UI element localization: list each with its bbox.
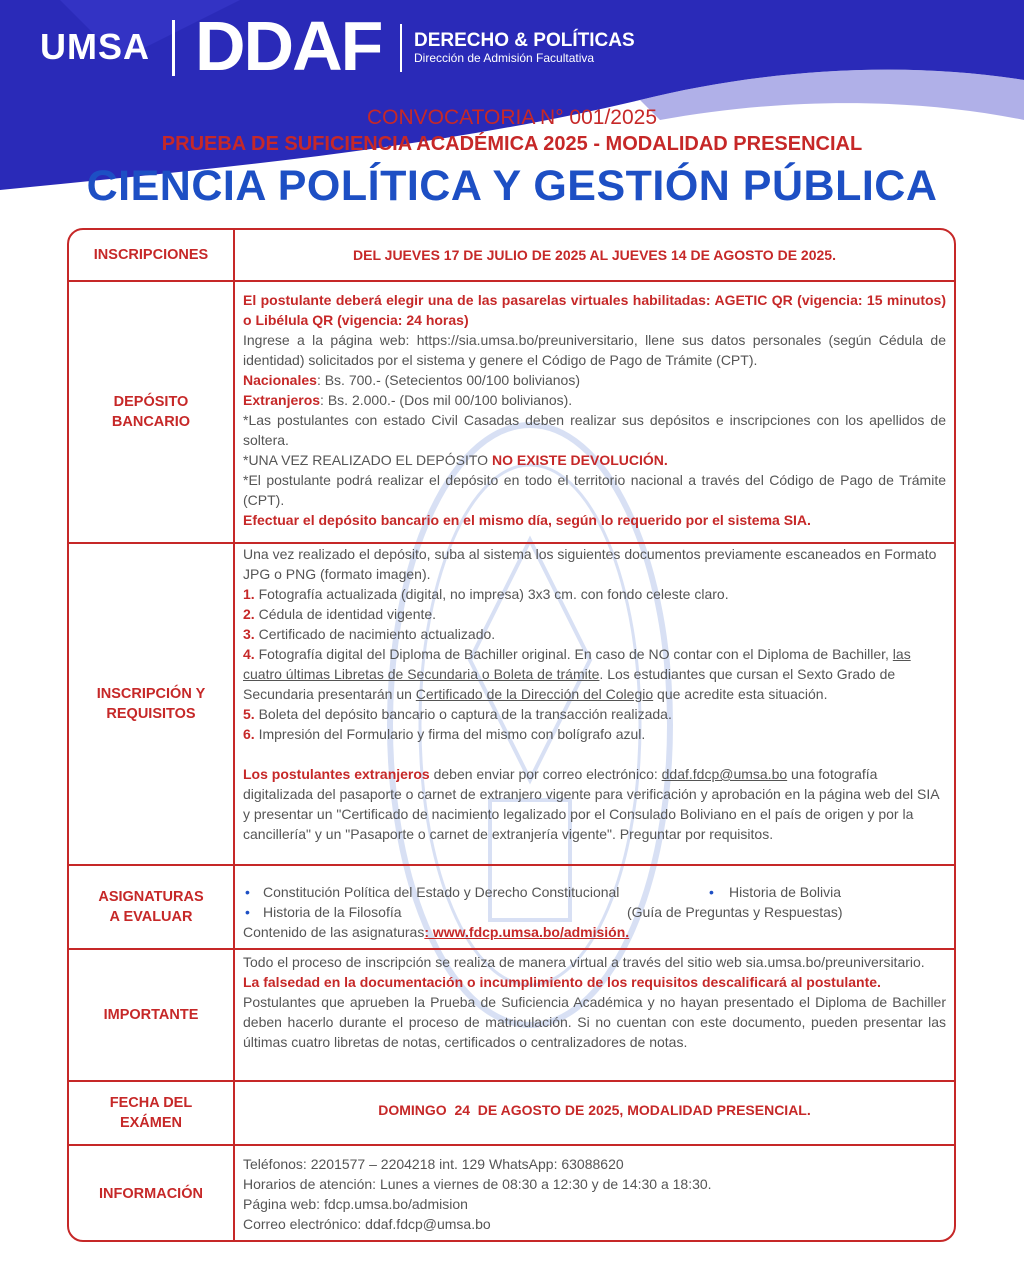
bullet-icon: • (245, 884, 250, 900)
extranjeros-amount: : Bs. 2.000.- (Dos mil 00/100 bolivianos). (320, 392, 573, 408)
contenido-link[interactable]: : www.fdcp.umsa.bo/admisión. (424, 924, 630, 940)
contenido-label: Contenido de las asignaturas (243, 924, 425, 940)
list-item: Certificado de nacimiento actualizado. (254, 626, 496, 642)
list-item: Impresión del Formulario y firma del mismo con bolígrafo azul. (254, 726, 646, 742)
logo-subtitle: Dirección de Admisión Facultativa (414, 51, 595, 65)
territorio-note: *El postulante podrá realizar el depósito en todo el territorio nacional a través del Código de Pago de Trámite (CPT). (243, 472, 946, 508)
efectuar-note: Efectuar el depósito bancario en el mismo día, según lo requerido por el sistema SIA. (243, 512, 811, 528)
libretas-link[interactable]: las cuatro últimas Libretas de Secundaria o Boleta de trámite (243, 646, 911, 682)
list-item: Boleta del depósito bancario o captura de la transacción realizada. (254, 706, 672, 722)
convocatoria-heading: CONVOCATORIA N° 001/2025 (366, 106, 658, 129)
table-row-importante (69, 950, 954, 1082)
row-label: INFORMACIÓN (99, 1186, 203, 1202)
nacionales-amount: : Bs. 700.- (Setecientos 00/100 bolivianos) (316, 372, 580, 388)
guia-note: (Guía de Preguntas y Respuestas) (627, 904, 843, 920)
certificado-colegio-link[interactable]: Certificado de la Dirección del Colegio (415, 686, 654, 702)
table-row-inscripciones (69, 230, 954, 282)
ddaf-logo: DDAF (195, 7, 382, 85)
fecha-examen: DOMINGO 24 DE AGOSTO DE 2025, MODALIDAD PRESENCIAL. (378, 1102, 811, 1118)
info-email: Correo electrónico: ddaf.fdcp@umsa.bo (243, 1216, 491, 1232)
list-item-cont: que acredite esta situación. (653, 686, 828, 702)
bullet-icon: • (245, 904, 250, 920)
list-item-number: 1. (243, 586, 255, 602)
row-label: INSCRIPCIÓN Y REQUISITOS (96, 686, 206, 722)
list-item: Fotografía actualizada (digital, no impresa) 3x3 cm. con fondo celeste claro. (254, 586, 729, 602)
extranjeros-text: deben enviar por correo electrónico: (429, 766, 662, 782)
list-item-number: 6. (243, 726, 255, 742)
requisitos-intro: Una vez realizado el depósito, suba al sistema los siguientes documentos previamente escaneados en Formato JPG o PNG (formato imagen). (243, 546, 937, 582)
info-website: Página web: fdcp.umsa.bo/admision (243, 1196, 468, 1212)
pasarelas-text: El postulante deberá elegir una de las pasarelas virtuales habilitadas: AGETIC QR (vigencia: 15 minutos) o Libélula QR (vigencia: 24 horas) (243, 292, 946, 328)
list-item: Fotografía digital del Diploma de Bachiller original. En caso de NO contar con el Diploma de Bachiller, (254, 646, 893, 662)
bullet-icon: • (709, 884, 714, 900)
info-phones: Teléfonos: 2201577 – 2204218 int. 129 WhatsApp: 63088620 (243, 1156, 624, 1172)
ingrese-text: Ingrese a la página web: https://sia.umsa.bo/preuniversitario, llene sus datos personales (según Cédula de identidad) solicitados por el sistema y genere el Código de Pago de Trámite (CPT). (243, 332, 946, 368)
extranjeros-heading: Los postulantes extranjeros (243, 766, 430, 782)
row-label: FECHA DEL EXÁMEN (109, 1095, 193, 1131)
logo-divider (400, 24, 402, 72)
row-label: DEPÓSITO BANCARIO (111, 394, 191, 430)
importante-text: Postulantes que aprueben la Prueba de Suficiencia Académica y no hayan presentado el Diploma de Bachiller deben hacerlo durante el proceso de matriculación. Si no cuentan con este documento, pueden presentar las últimas cuatro libretas de notas, certificados o centralizadores de notas. (243, 994, 946, 1050)
table-row-asignaturas (69, 866, 954, 950)
prueba-heading: PRUEBA DE SUFICIENCIA ACADÉMICA 2025 - MODALIDAD PRESENCIAL (161, 133, 863, 155)
logo-title: DERECHO & POLÍTICAS (414, 30, 635, 51)
table-row-deposito (69, 282, 954, 544)
list-item-number: 2. (243, 606, 255, 622)
list-item-cont: . Los estudiantes que cursan el Sexto Grado de Secundaria presentarán un (243, 666, 896, 702)
inscripciones-dates: DEL JUEVES 17 DE JULIO DE 2025 AL JUEVES 14 DE AGOSTO DE 2025. (353, 247, 836, 263)
list-item: Cédula de identidad vigente. (254, 606, 437, 622)
info-table (67, 228, 956, 1242)
row-label: IMPORTANTE (103, 1007, 199, 1023)
casadas-note: *Las postulantes con estado Civil Casadas deben realizar sus depósitos e inscripciones con los apellidos de soltera. (243, 412, 946, 448)
table-row-fecha (69, 1082, 954, 1146)
list-item-number: 3. (243, 626, 255, 642)
logo-divider (172, 20, 175, 76)
info-hours: Horarios de atención: Lunes a viernes de 08:30 a 12:30 y de 14:30 a 18:30. (243, 1176, 712, 1192)
email-link[interactable]: ddaf.fdcp@umsa.bo (661, 766, 788, 782)
subject-item: Historia de la Filosofía (263, 904, 402, 920)
page-title: CIENCIA POLÍTICA Y GESTIÓN PÚBLICA (86, 162, 938, 210)
falsedad-warning: La falsedad en la documentación o incumplimiento de los requisitos descalificará al postulante. (243, 974, 881, 990)
row-label: INSCRIPCIONES (93, 247, 209, 263)
una-vez-note: *UNA VEZ REALIZADO EL DEPÓSITO (243, 452, 492, 468)
umsa-logo: UMSA (40, 26, 150, 67)
subject-item: Historia de Bolivia (729, 884, 842, 900)
extranjeros-text-cont: una fotografía digitalizada del pasaporte o carnet de extranjero vigente para verificación y aprobación en la página web del SIA y presentar un "Certificado de nacimiento legalizado por el Consulado Boliviano en el país de origen y por la cancillería" y un "Pasaporte o carnet de extranjería vigente". Preguntar por requisitos. (243, 766, 939, 842)
table-row-informacion (69, 1146, 954, 1242)
extranjeros-label: Extranjeros (243, 392, 321, 408)
list-item-number: 5. (243, 706, 255, 722)
importante-text: Todo el proceso de inscripción se realiza de manera virtual a través del sitio web sia.umsa.bo/preuniversitario. (243, 954, 925, 970)
table-row-requisitos (69, 544, 954, 866)
row-label: ASIGNATURAS A EVALUAR (98, 889, 204, 925)
subject-item: Constitución Política del Estado y Derecho Constitucional (263, 884, 620, 900)
list-item-number: 4. (243, 646, 255, 662)
nacionales-label: Nacionales (243, 372, 317, 388)
no-devolucion-note: NO EXISTE DEVOLUCIÓN. (491, 452, 668, 468)
